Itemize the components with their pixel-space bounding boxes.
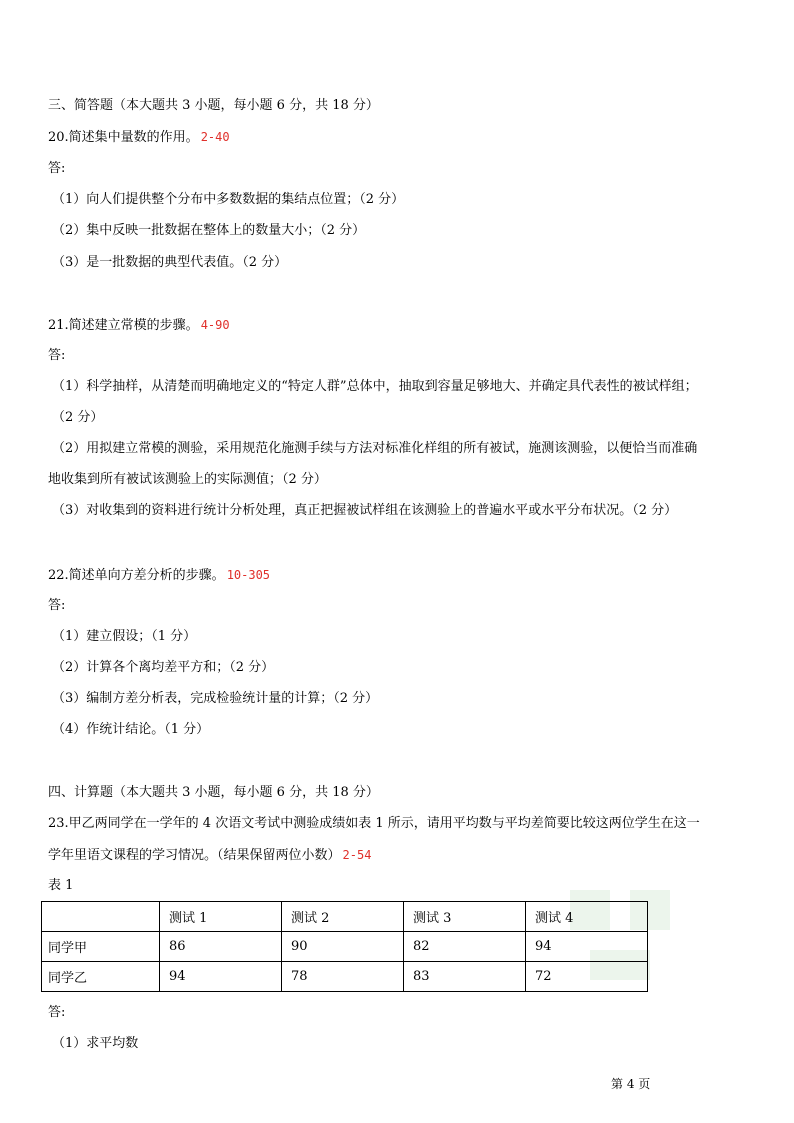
table-header-cell: 测试 1 (160, 902, 282, 932)
question-22 (48, 566, 270, 585)
answer-item: （3）对收集到的资料进行统计分析处理，真正把握被试样组在该测验上的普遍水平或水平分布状况。（2 分） (52, 503, 678, 518)
table-cell: 90 (282, 932, 404, 962)
question-22-text: 22.简述单向方差分析的步骤。 (48, 568, 225, 583)
table-cell: 83 (404, 962, 526, 992)
question-23-ref: 2-54 (342, 848, 372, 862)
answer-item: 地收集到所有被试该测验上的实际测值；（2 分） (48, 472, 327, 487)
question-23-text: 学年里语文课程的学习情况。（结果保留两位小数） (48, 848, 341, 863)
table-cell: 同学甲 (42, 932, 160, 962)
question-20-ref: 2-40 (200, 130, 230, 144)
answer-label: 答: (48, 1005, 66, 1020)
table-cell: 94 (160, 962, 282, 992)
question-21 (48, 316, 230, 335)
question-20 (48, 128, 230, 147)
table-header-cell: 测试 3 (404, 902, 526, 932)
table-cell: 86 (160, 932, 282, 962)
table-header-cell: 测试 4 (526, 902, 648, 932)
question-22-ref: 10-305 (226, 568, 271, 582)
answer-item: （2）计算各个离均差平方和；（2 分） (52, 660, 275, 675)
score-table (41, 901, 648, 992)
table-caption: 表 1 (48, 878, 74, 893)
table-cell: 78 (282, 962, 404, 992)
question-23-line2 (48, 846, 371, 865)
answer-item: （1）求平均数 (52, 1036, 139, 1051)
table-cell: 同学乙 (42, 962, 160, 992)
answer-label: 答: (48, 348, 66, 363)
answer-item: （4）作统计结论。（1 分） (52, 722, 210, 737)
table-row (42, 962, 648, 992)
section-heading-short-answer: 三、简答题（本大题共 3 小题，每小题 6 分，共 18 分） (48, 98, 379, 113)
answer-label: 答: (48, 598, 66, 613)
answer-item: （1）科学抽样，从清楚而明确地定义的“特定人群”总体中，抽取到容量足够地大、并确定具代表性的被试样组； (52, 379, 698, 394)
answer-item: （3）是一批数据的典型代表值。（2 分） (52, 255, 288, 270)
answer-item: （1）建立假设；（1 分） (52, 629, 197, 644)
answer-item: （1）向人们提供整个分布中多数数据的集结点位置；（2 分） (52, 192, 405, 207)
question-23-line1: 23.甲乙两同学在一学年的 4 次语文考试中测验成绩如表 1 所示，请用平均数与平均差简要比较这两位学生在这一 (48, 816, 700, 831)
answer-item: （2 分） (52, 410, 104, 425)
table-header-cell: 测试 2 (282, 902, 404, 932)
table-header-cell (42, 902, 160, 932)
question-20-text: 20.简述集中量数的作用。 (48, 130, 199, 145)
answer-label: 答: (48, 161, 66, 176)
question-21-text: 21.简述建立常模的步骤。 (48, 318, 199, 333)
table-header-row (42, 902, 648, 932)
section-heading-calculation: 四、计算题（本大题共 3 小题，每小题 6 分，共 18 分） (48, 785, 379, 800)
table-row (42, 932, 648, 962)
table-cell: 72 (526, 962, 648, 992)
question-21-ref: 4-90 (200, 318, 230, 332)
table-cell: 94 (526, 932, 648, 962)
answer-item: （3）编制方差分析表，完成检验统计量的计算；（2 分） (52, 691, 379, 706)
answer-item: （2）用拟建立常模的测验，采用规范化施测手续与方法对标准化样组的所有被试，施测该测验，以便恰当而准确 (52, 441, 698, 456)
page-number: 第 4 页 (611, 1077, 651, 1091)
answer-item: （2）集中反映一批数据在整体上的数量大小；（2 分） (52, 223, 366, 238)
table-cell: 82 (404, 932, 526, 962)
